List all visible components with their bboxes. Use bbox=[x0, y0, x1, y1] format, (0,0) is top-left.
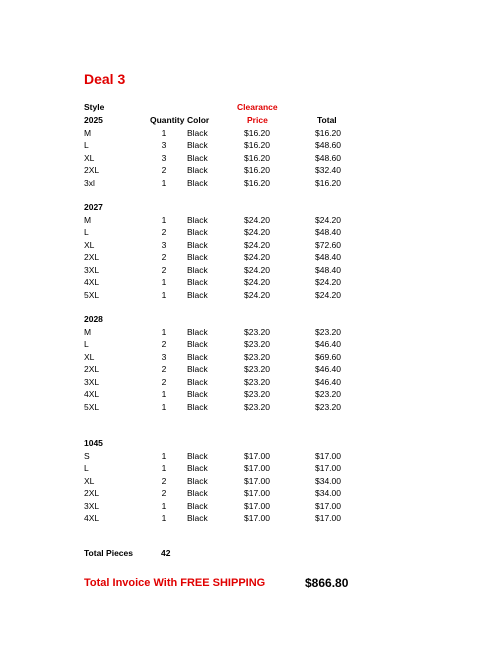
price-cell: $17.00 bbox=[244, 513, 270, 523]
total-cell: $46.40 bbox=[315, 339, 341, 349]
total-cell: $48.60 bbox=[315, 152, 341, 163]
price-cell: $24.20 bbox=[244, 252, 270, 262]
price-cell: $24.20 bbox=[244, 264, 270, 275]
color-cell: Black bbox=[187, 127, 208, 138]
total-cell: $24.20 bbox=[315, 277, 341, 287]
color-cell: Black bbox=[187, 475, 208, 486]
size-cell: 3xl bbox=[84, 177, 95, 188]
total-cell: $69.60 bbox=[315, 351, 341, 362]
total-cell: $48.40 bbox=[315, 264, 341, 275]
color-cell: Black bbox=[187, 289, 208, 300]
table-row bbox=[0, 240, 500, 252]
table-row bbox=[0, 389, 500, 401]
size-cell: M bbox=[84, 326, 92, 337]
price-cell: $24.20 bbox=[244, 239, 270, 250]
total-cell: $16.20 bbox=[315, 177, 341, 188]
quantity-cell: 1 bbox=[161, 289, 167, 300]
price-cell: $24.20 bbox=[244, 277, 270, 287]
table-row bbox=[0, 488, 500, 500]
color-cell: Black bbox=[187, 463, 208, 473]
quantity-cell: 2 bbox=[161, 339, 167, 349]
table-row bbox=[0, 402, 500, 414]
total-pieces-label: Total Pieces bbox=[84, 548, 133, 558]
quantity-cell: 2 bbox=[161, 364, 167, 374]
total-cell: $48.40 bbox=[315, 252, 341, 262]
quantity-cell: 3 bbox=[161, 351, 167, 362]
total-cell: $17.00 bbox=[315, 463, 341, 473]
style-number: 1045 bbox=[84, 438, 103, 448]
total-cell: $17.00 bbox=[315, 513, 341, 523]
total-cell: $34.00 bbox=[315, 488, 341, 498]
color-cell: Black bbox=[187, 339, 208, 349]
style-number: 2025 bbox=[84, 115, 103, 125]
quantity-cell: 1 bbox=[161, 127, 167, 138]
quantity-cell: 2 bbox=[161, 488, 167, 498]
color-cell: Black bbox=[187, 140, 208, 150]
total-cell: $48.40 bbox=[315, 227, 341, 237]
color-cell: Black bbox=[187, 450, 208, 461]
table-row bbox=[0, 327, 500, 339]
size-cell: 4XL bbox=[84, 513, 100, 523]
color-cell: Black bbox=[187, 177, 208, 188]
total-cell: $23.20 bbox=[315, 401, 341, 412]
table-row bbox=[0, 513, 500, 525]
total-cell: $23.20 bbox=[315, 389, 341, 399]
quantity-cell: 1 bbox=[161, 401, 167, 412]
price-cell: $17.00 bbox=[244, 475, 270, 486]
price-cell: $23.20 bbox=[244, 326, 270, 337]
invoice-total-label: Total Invoice With FREE SHIPPING bbox=[84, 577, 266, 589]
size-cell: 4XL bbox=[84, 277, 100, 287]
size-cell: XL bbox=[84, 475, 95, 486]
header-color: Color bbox=[187, 115, 210, 125]
quantity-cell: 3 bbox=[161, 152, 167, 163]
price-cell: $16.20 bbox=[244, 177, 270, 188]
color-cell: Black bbox=[187, 389, 208, 399]
price-cell: $16.20 bbox=[244, 152, 270, 163]
table-row bbox=[0, 501, 500, 513]
price-cell: $24.20 bbox=[244, 227, 270, 237]
table-row bbox=[0, 476, 500, 488]
price-cell: $23.20 bbox=[244, 339, 270, 349]
price-cell: $17.00 bbox=[244, 463, 270, 473]
size-cell: 3XL bbox=[84, 264, 100, 275]
header-total: Total bbox=[317, 115, 337, 125]
total-cell: $46.40 bbox=[315, 364, 341, 374]
header-style: Style bbox=[84, 102, 105, 112]
quantity-cell: 3 bbox=[161, 239, 167, 250]
quantity-cell: 2 bbox=[161, 264, 167, 275]
quantity-cell: 1 bbox=[161, 513, 167, 523]
quantity-cell: 1 bbox=[161, 463, 167, 473]
color-cell: Black bbox=[187, 227, 208, 237]
table-row bbox=[0, 178, 500, 190]
price-cell: $23.20 bbox=[244, 376, 270, 387]
quantity-cell: 1 bbox=[161, 277, 167, 287]
quantity-cell: 1 bbox=[161, 326, 167, 337]
total-cell: $32.40 bbox=[315, 165, 341, 175]
color-cell: Black bbox=[187, 326, 208, 337]
price-cell: $23.20 bbox=[244, 351, 270, 362]
table-row bbox=[0, 227, 500, 239]
table-row bbox=[0, 364, 500, 376]
price-cell: $23.20 bbox=[244, 364, 270, 374]
color-cell: Black bbox=[187, 401, 208, 412]
total-cell: $17.00 bbox=[315, 450, 341, 461]
color-cell: Black bbox=[187, 488, 208, 498]
quantity-cell: 2 bbox=[161, 227, 167, 237]
size-cell: 5XL bbox=[84, 401, 100, 412]
deal-title: Deal 3 bbox=[84, 71, 126, 87]
total-pieces-value: 42 bbox=[161, 548, 171, 558]
table-row bbox=[0, 451, 500, 463]
table-row bbox=[0, 463, 500, 475]
size-cell: 2XL bbox=[84, 252, 100, 262]
quantity-cell: 1 bbox=[161, 214, 167, 225]
size-cell: S bbox=[84, 450, 90, 461]
color-cell: Black bbox=[187, 152, 208, 163]
color-cell: Black bbox=[187, 239, 208, 250]
price-cell: $17.00 bbox=[244, 488, 270, 498]
quantity-cell: 1 bbox=[161, 177, 167, 188]
quantity-cell: 3 bbox=[161, 140, 167, 150]
price-cell: $17.00 bbox=[244, 500, 270, 511]
total-cell: $46.40 bbox=[315, 376, 341, 387]
header-clearance: Clearance bbox=[237, 102, 278, 112]
table-row bbox=[0, 290, 500, 302]
color-cell: Black bbox=[187, 376, 208, 387]
price-cell: $24.20 bbox=[244, 289, 270, 300]
table-row bbox=[0, 265, 500, 277]
total-cell: $17.00 bbox=[315, 500, 341, 511]
color-cell: Black bbox=[187, 277, 208, 287]
price-cell: $23.20 bbox=[244, 401, 270, 412]
total-cell: $24.20 bbox=[315, 289, 341, 300]
invoice-total-value: $866.80 bbox=[305, 576, 349, 590]
price-cell: $16.20 bbox=[244, 165, 270, 175]
quantity-cell: 1 bbox=[161, 450, 167, 461]
total-cell: $72.60 bbox=[315, 239, 341, 250]
size-cell: L bbox=[84, 227, 89, 237]
color-cell: Black bbox=[187, 500, 208, 511]
quantity-cell: 2 bbox=[161, 252, 167, 262]
size-cell: XL bbox=[84, 351, 95, 362]
table-row bbox=[0, 153, 500, 165]
table-row bbox=[0, 352, 500, 364]
total-cell: $34.00 bbox=[315, 475, 341, 486]
size-cell: L bbox=[84, 463, 89, 473]
size-cell: L bbox=[84, 140, 89, 150]
color-cell: Black bbox=[187, 252, 208, 262]
total-cell: $48.60 bbox=[315, 140, 341, 150]
size-cell: 3XL bbox=[84, 376, 100, 387]
size-cell: 2XL bbox=[84, 488, 100, 498]
quantity-cell: 2 bbox=[161, 165, 167, 175]
size-cell: L bbox=[84, 339, 89, 349]
color-cell: Black bbox=[187, 364, 208, 374]
table-row bbox=[0, 165, 500, 177]
style-number: 2027 bbox=[84, 202, 103, 212]
size-cell: M bbox=[84, 127, 92, 138]
table-row bbox=[0, 128, 500, 140]
quantity-cell: 2 bbox=[161, 475, 167, 486]
price-cell: $17.00 bbox=[244, 450, 270, 461]
total-cell: $16.20 bbox=[315, 127, 341, 138]
color-cell: Black bbox=[187, 513, 208, 523]
size-cell: 2XL bbox=[84, 165, 100, 175]
size-cell: 5XL bbox=[84, 289, 100, 300]
color-cell: Black bbox=[187, 351, 208, 362]
table-row bbox=[0, 252, 500, 264]
size-cell: XL bbox=[84, 152, 95, 163]
color-cell: Black bbox=[187, 214, 208, 225]
size-cell: XL bbox=[84, 239, 95, 250]
price-cell: $23.20 bbox=[244, 389, 270, 399]
quantity-cell: 1 bbox=[161, 389, 167, 399]
style-number: 2028 bbox=[84, 314, 103, 324]
table-row bbox=[0, 377, 500, 389]
table-row bbox=[0, 277, 500, 289]
total-cell: $24.20 bbox=[315, 214, 341, 225]
table-row bbox=[0, 339, 500, 351]
header-quantity: Quantity bbox=[150, 115, 185, 125]
price-cell: $24.20 bbox=[244, 214, 270, 225]
size-cell: 4XL bbox=[84, 389, 100, 399]
quantity-cell: 1 bbox=[161, 500, 167, 511]
size-cell: M bbox=[84, 214, 92, 225]
header-price: Price bbox=[247, 115, 268, 125]
table-row bbox=[0, 215, 500, 227]
table-row bbox=[0, 140, 500, 152]
price-cell: $16.20 bbox=[244, 140, 270, 150]
total-cell: $23.20 bbox=[315, 326, 341, 337]
quantity-cell: 2 bbox=[161, 376, 167, 387]
size-cell: 2XL bbox=[84, 364, 100, 374]
price-cell: $16.20 bbox=[244, 127, 270, 138]
color-cell: Black bbox=[187, 264, 208, 275]
size-cell: 3XL bbox=[84, 500, 100, 511]
color-cell: Black bbox=[187, 165, 208, 175]
